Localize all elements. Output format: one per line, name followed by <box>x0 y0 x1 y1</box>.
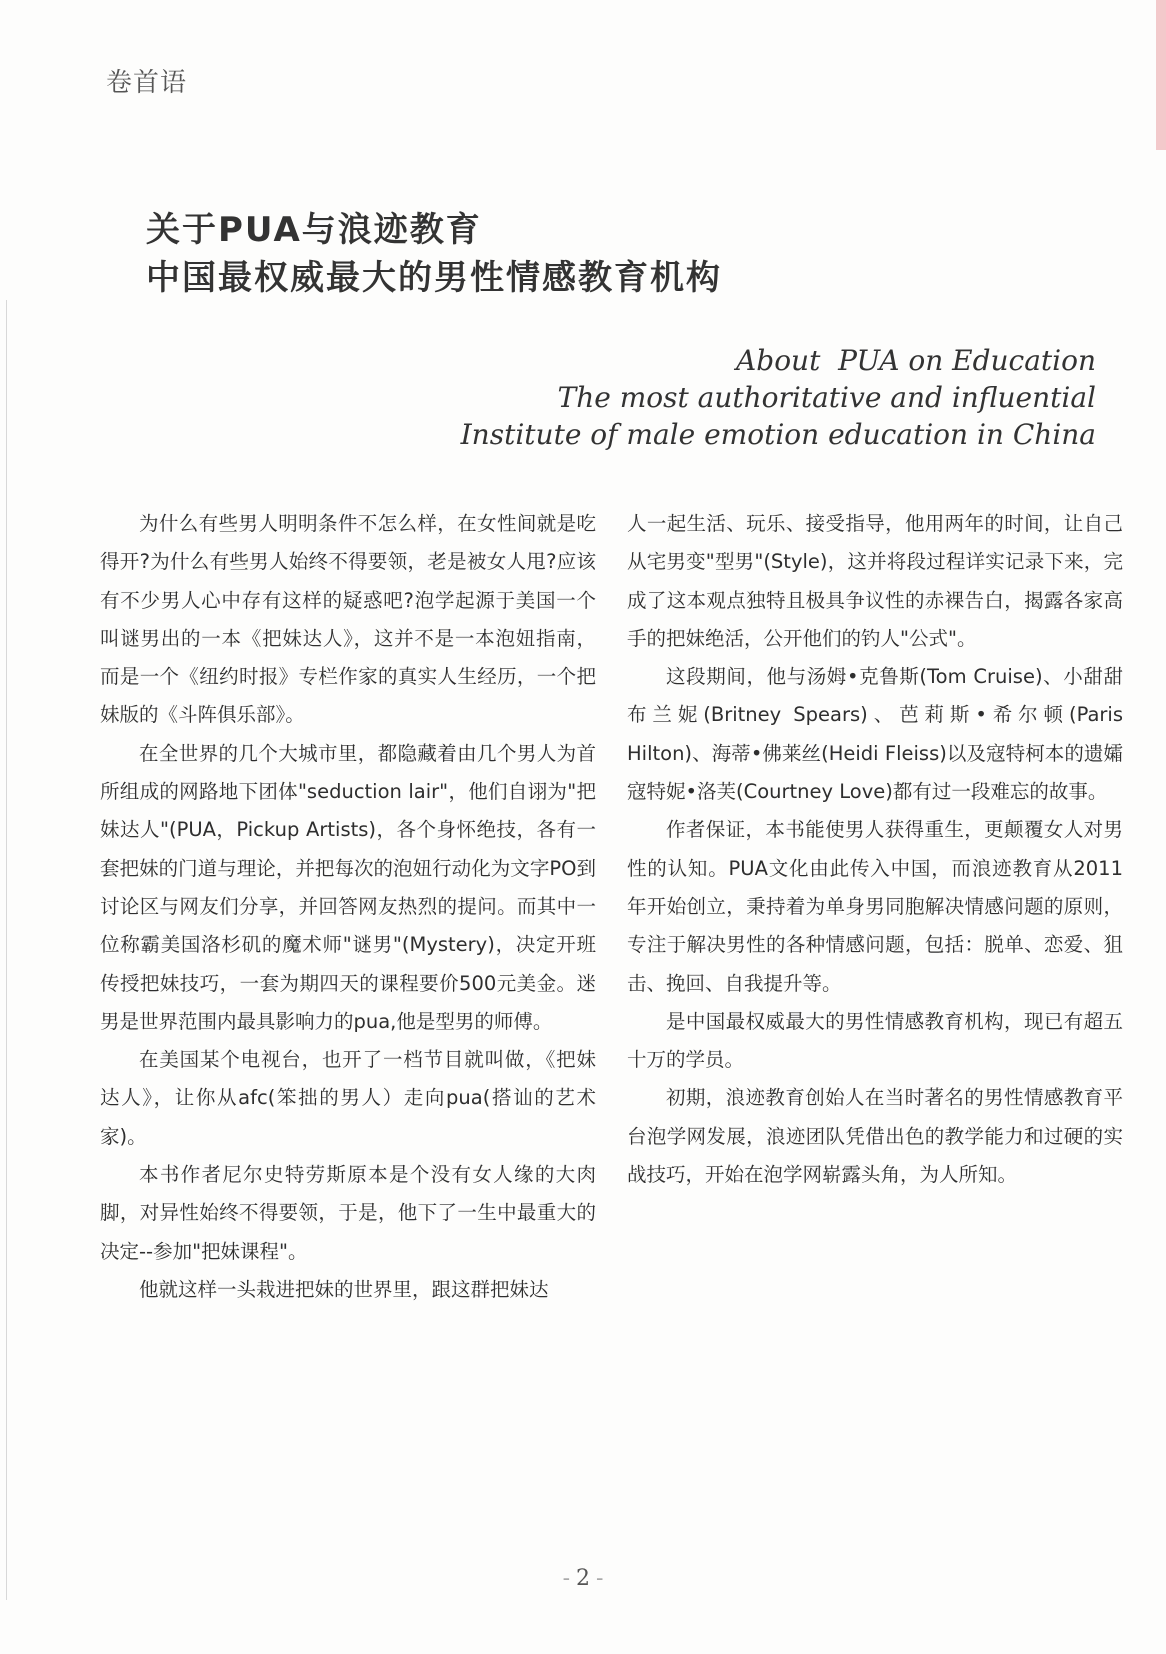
english-title-line-2: The most authoritative and influential <box>557 381 1096 414</box>
english-title <box>456 342 1096 453</box>
page-number-dash-right: - <box>596 1566 604 1591</box>
english-title-line-1: About PUA on Education <box>736 344 1096 377</box>
paragraph: 为什么有些男人明明条件不怎么样，在女性间就是吃得开?为什么有些男人始终不得要领，老是被女人甩?应该有不少男人心中存有这样的疑惑吧?泡学起源于美国一个叫谜男出的一本《把妹达人》，这并不是一本泡妞指南，而是一个《纽约时报》专栏作家的真实人生经历，一个把妹版的《斗阵俱乐部》。 <box>100 512 596 727</box>
paragraph: 在美国某个电视台，也开了一档节目就叫做，《把妹达人》，让你从afc(笨拙的男人）走向pua(搭讪的艺术家)。 <box>100 1048 596 1148</box>
paragraph: 这段期间，他与汤姆•克鲁斯(Tom Cruise)、小甜甜布兰妮(Britney Spears)、芭莉斯•希尔顿(Paris Hilton)、海蒂•佛莱丝(Heidi Fleiss)以及寇特柯本的遗孀寇特妮•洛芙(Courtney Love)都有过一段难忘的故事。 <box>627 665 1123 804</box>
edge-color-strip <box>1156 0 1166 150</box>
english-title-line-3: Institute of male emotion education in China <box>460 418 1096 451</box>
page-number <box>0 1566 1166 1591</box>
paragraph: 本书作者尼尔史特劳斯原本是个没有女人缘的大肉脚，对异性始终不得要领，于是，他下了一生中最重大的决定--参加"把妹课程"。 <box>100 1163 596 1263</box>
chinese-title-line-2: 中国最权威最大的男性情感教育机构 <box>146 258 722 298</box>
paragraph: 作者保证，本书能使男人获得重生，更颠覆女人对男性的认知。PUA文化由此传入中国，而浪迹教育从2011年开始创立，秉持着为单身男同胞解决情感问题的原则，专注于解决男性的各种情感问题，包括：脱单、恋爱、狙击、挽回、自我提升等。 <box>627 818 1123 995</box>
left-text-column <box>100 505 596 1309</box>
paragraph: 初期，浪迹教育创始人在当时著名的男性情感教育平台泡学网发展，浪迹团队凭借出色的教学能力和过硬的实战技巧，开始在泡学网崭露头角，为人所知。 <box>627 1086 1123 1187</box>
paragraph: 在全世界的几个大城市里，都隐藏着由几个男人为首所组成的网路地下团体"seduction lair"，他们自诩为"把妹达人"(PUA，Pickup Artists)，各个身怀绝技，各有一套把妹的门道与理论，并把每次的泡妞行动化为文字PO到讨论区与网友们分享，并回答网友热烈的提问。而其中一位称霸美国洛杉矶的魔术师"谜男"(Mystery)，决定开班传授把妹技巧，一套为期四天的课程要价500元美金。迷男是世界范围内最具影响力的pua,他是型男的师傅。 <box>100 741 596 1033</box>
paragraph-continued: 人一起生活、玩乐、接受指导，他用两年的时间，让自己从宅男变"型男"(Style)，这并将段过程详实记录下来，完成了这本观点独特且极具争议性的赤裸告白，揭露各家高手的把妹绝活，公开他们的钓人"公式"。 <box>627 512 1123 650</box>
chinese-title-line-1: 关于PUA与浪迹教育 <box>146 210 482 250</box>
paragraph: 他就这样一头栽进把妹的世界里，跟这群把妹达 <box>139 1277 549 1301</box>
chinese-title <box>146 206 722 302</box>
right-text-column <box>627 505 1123 1194</box>
binding-edge-line <box>6 300 7 1600</box>
section-label: 卷首语 <box>106 68 188 98</box>
page-number-dash-left: - <box>562 1566 570 1591</box>
paragraph: 是中国最权威最大的男性情感教育机构，现已有超五十万的学员。 <box>627 1009 1123 1072</box>
page-number-value: 2 <box>576 1566 590 1591</box>
